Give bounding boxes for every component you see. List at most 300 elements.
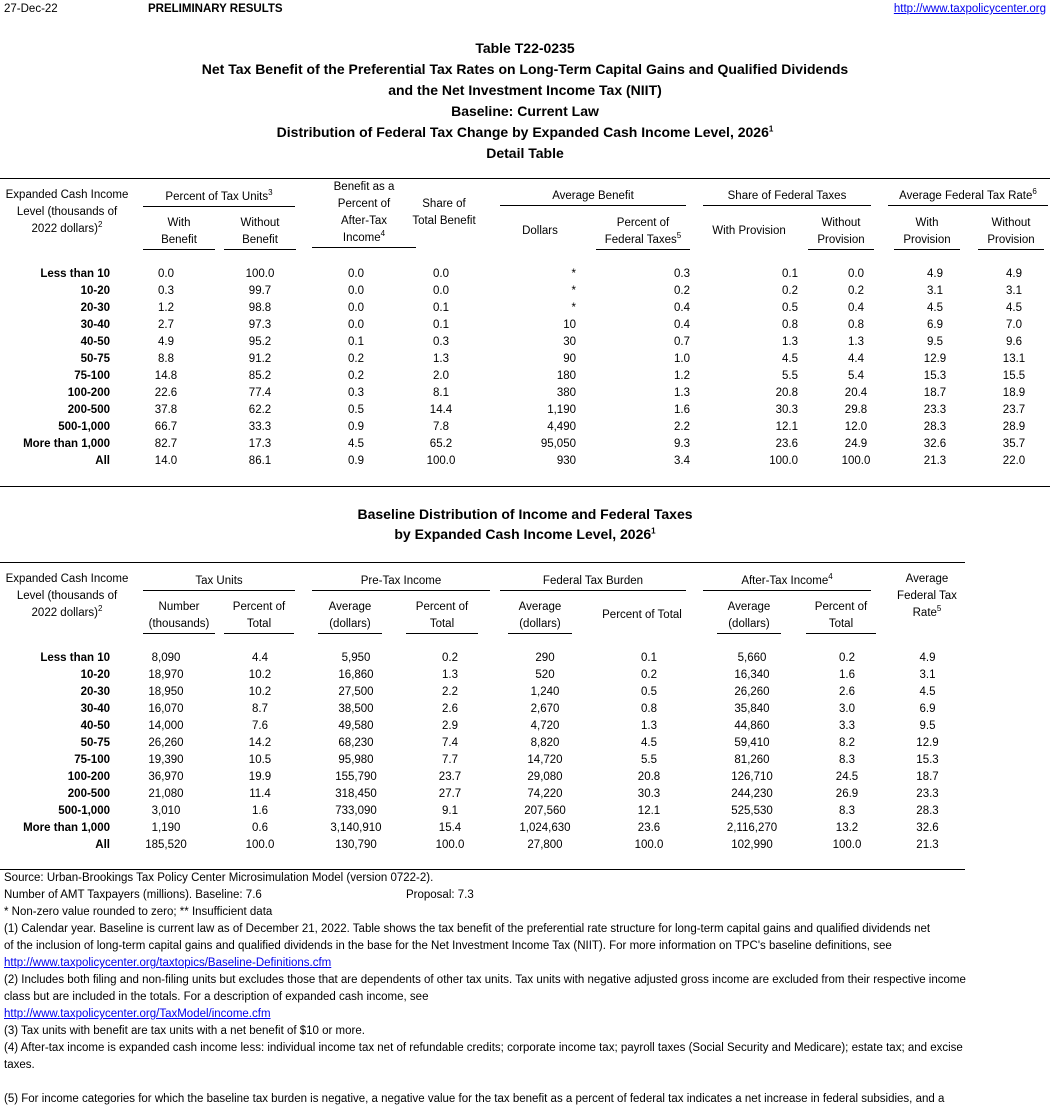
t1-with-benefit-header-line1: With [167, 217, 191, 229]
table2-cell: 7.7 [442, 754, 458, 766]
table1-row-label: 500-1,000 [58, 421, 110, 433]
table2-row-label: 100-200 [67, 771, 110, 783]
table1-row [0, 266, 1050, 283]
table2-cell: 12.1 [637, 805, 661, 817]
note-4-line1: (4) After-tax income is expanded cash income less: individual income tax net of refundable credits; corporate income tax; payroll taxes (Social Security and Medicare); estate tax; and excise [4, 1042, 963, 1054]
amt-proposal: Proposal: 7.3 [406, 889, 474, 901]
table2-row-label: 75-100 [74, 754, 110, 766]
table2-cell: 2,116,270 [726, 822, 778, 834]
table2-row-label: 10-20 [80, 669, 110, 681]
table1-row-label: More than 1,000 [23, 438, 110, 450]
table1-cell: 23.3 [923, 404, 947, 416]
t2-income-level-header-line1: Expanded Cash Income [5, 573, 129, 585]
table1-cell: 5.5 [782, 370, 798, 382]
table2-cell: 8.2 [839, 737, 855, 749]
asterisk-note: * Non-zero value rounded to zero; ** Insufficient data [4, 906, 273, 918]
table1-cell: 4.5 [782, 353, 798, 365]
table1-cell: 1.3 [848, 336, 864, 348]
table1-cell: 14.8 [154, 370, 178, 382]
table1-top-rule [0, 178, 1050, 179]
table1-cell: 99.7 [248, 285, 272, 297]
table1-cell: 0.3 [158, 285, 174, 297]
table1-cell: 32.6 [923, 438, 947, 450]
table2-cell: 2.9 [442, 720, 458, 732]
table2-row-label: 50-75 [80, 737, 110, 749]
table1-cell: 0.0 [848, 268, 864, 280]
t1-without-provision-header [808, 215, 874, 250]
table2-cell: 26,260 [148, 737, 184, 749]
t1-rate-without-header-line1: Without [991, 217, 1031, 229]
t1-avg-rate-header-text: Average Federal Tax Rate [899, 190, 1033, 202]
t1-benefit-pct-header-line4 [312, 230, 416, 247]
table1-cell: 0.5 [348, 404, 364, 416]
table2-title-line2 [0, 524, 1050, 544]
t2-avg-rate-header-line2: Federal Tax [897, 590, 957, 602]
footnote-ref-6: 6 [1032, 187, 1037, 197]
table1-cell: 37.8 [154, 404, 178, 416]
table1-cell: 100.0 [245, 268, 275, 280]
table2-cell: 1.6 [252, 805, 268, 817]
table1-cell: 0.3 [674, 268, 690, 280]
t1-income-level-header-line2: Level (thousands of [16, 206, 118, 218]
table2-cell: 7.6 [252, 720, 268, 732]
table1-cell: 0.2 [782, 285, 798, 297]
table2-cell: 18,950 [148, 686, 184, 698]
table2-row-label: 20-30 [80, 686, 110, 698]
table2-cell: 525,530 [731, 805, 773, 817]
table2-cell: 49,580 [338, 720, 374, 732]
table2-cell: 130,790 [335, 839, 377, 851]
footnote-ref-1b: 1 [651, 526, 656, 536]
table2-cell: 27,800 [527, 839, 563, 851]
table2-row [0, 735, 965, 752]
t1-pct-fed-header-line2 [596, 232, 690, 249]
table1-cell: 1.3 [674, 387, 690, 399]
table2-cell: 6.9 [919, 703, 936, 715]
table2-cell: 32.6 [916, 822, 939, 834]
table2-cell: 14,720 [527, 754, 563, 766]
table2-cell: 1,240 [530, 686, 560, 698]
table1-cell: 21.3 [923, 455, 947, 467]
table1-cell: 9.6 [1006, 336, 1022, 348]
table1-cell: 0.9 [348, 455, 364, 467]
table2-cell: 0.6 [252, 822, 268, 834]
table1-cell: 10 [563, 319, 576, 331]
table2-row-label: 40-50 [80, 720, 110, 732]
table-title-line1: Net Tax Benefit of the Preferential Tax Rates on Long-Term Capital Gains and Qualified Dividends [201, 61, 849, 77]
table1-cell: 1.2 [674, 370, 690, 382]
table2-cell: 7.4 [442, 737, 458, 749]
table1-row-label: 30-40 [80, 319, 110, 331]
t2-aftertax-avg-header [717, 599, 781, 634]
t2-pretax-pct-header-line2: Total [429, 618, 455, 630]
table1-row-label: Less than 10 [40, 268, 110, 280]
table1-row-label: 50-75 [80, 353, 110, 365]
note-1-line1: (1) Calendar year. Baseline is current law as of December 21, 2022. Table shows the tax benefit of the preferential rate structure for long-term capital gains and qualified dividends net [4, 923, 931, 935]
t2-aftertax-pct-header [806, 599, 876, 634]
table2-cell: 5,950 [341, 652, 371, 664]
table2-cell: 5.5 [641, 754, 657, 766]
table2-cell: 13.2 [835, 822, 859, 834]
t1-share-total-header-line1: Share of [422, 198, 466, 210]
table2-cell: 19.9 [248, 771, 272, 783]
table2-cell: 21.3 [916, 839, 939, 851]
t1-dollars-header: Dollars [522, 225, 558, 237]
table1-cell: 4.9 [158, 336, 174, 348]
table2-cell: 8.3 [839, 805, 855, 817]
table2-cell: 1.3 [442, 669, 458, 681]
table2-cell: 23.7 [438, 771, 462, 783]
table-subtitle [0, 122, 1050, 143]
table1-row [0, 385, 1050, 402]
t2-aftertax-pct-header-line1: Percent of [814, 601, 868, 613]
table2-row [0, 837, 965, 854]
footnote-ref-2b: 2 [98, 604, 103, 614]
table2-title-block [0, 504, 1050, 544]
table1-row-label: 10-20 [80, 285, 110, 297]
baseline-definitions-link[interactable]: http://www.taxpolicycenter.org/taxtopics/Baseline-Definitions.cfm [4, 957, 332, 969]
table1-cell: 8.8 [158, 353, 174, 365]
t2-avg-rate-header-line1: Average [905, 573, 949, 585]
table1-row [0, 436, 1050, 453]
table1-cell: 14.4 [429, 404, 453, 416]
table1-cell: 20.4 [844, 387, 868, 399]
table2-title-line1: Baseline Distribution of Income and Federal Taxes [357, 506, 693, 522]
table2-cell: 1.3 [641, 720, 657, 732]
table1-cell: 28.3 [923, 421, 947, 433]
t1-without-benefit-header [224, 215, 296, 250]
table2-cell: 2.6 [442, 703, 458, 715]
t1-pct-fed-header [596, 215, 690, 250]
t1-without-provision-header-line2: Provision [817, 234, 865, 246]
table2-cell: 24.5 [835, 771, 859, 783]
table1-cell: 86.1 [248, 455, 272, 467]
table1-cell: 1.3 [433, 353, 449, 365]
t2-income-level-header [0, 571, 134, 622]
table2-cell: 100.0 [832, 839, 862, 851]
table1-cell: 4.4 [848, 353, 864, 365]
table2-cell: 18,970 [148, 669, 184, 681]
income-definition-link[interactable]: http://www.taxpolicycenter.org/TaxModel/income.cfm [4, 1008, 271, 1020]
table-title-block [0, 38, 1050, 164]
table2-cell: 9.1 [442, 805, 458, 817]
t2-fed-burden-header: Federal Tax Burden [500, 573, 686, 591]
table2-top-rule [0, 562, 965, 563]
table1-row [0, 351, 1050, 368]
table1-cell: 0.2 [674, 285, 690, 297]
table2-cell: 14.2 [248, 737, 272, 749]
table2-cell: 8.7 [252, 703, 268, 715]
table1-cell: 0.1 [433, 302, 449, 314]
footnotes [4, 870, 1046, 1108]
table2-row-label: 200-500 [67, 788, 110, 800]
table2-row [0, 820, 965, 837]
t2-burden-avg-header [508, 599, 572, 634]
table2-cell: 59,410 [734, 737, 770, 749]
table2-cell: 21,080 [148, 788, 184, 800]
t1-pct-units-header-text: Percent of Tax Units [165, 191, 269, 203]
t1-rate-without-header [978, 215, 1044, 250]
table1-cell: 66.7 [154, 421, 178, 433]
t2-burden-avg-header-line1: Average [518, 601, 562, 613]
t1-with-provision-header: With Provision [712, 225, 786, 237]
footnote-ref-5b: 5 [936, 604, 942, 614]
table2-cell: 29,080 [527, 771, 563, 783]
table2-cell: 1.6 [839, 669, 855, 681]
t2-burden-pct-header: Percent of Total [602, 609, 682, 621]
table2-cell: 0.2 [839, 652, 855, 664]
table1-cell: 12.9 [923, 353, 947, 365]
table1-cell: 35.7 [1002, 438, 1026, 450]
table1-cell: 30.3 [775, 404, 798, 416]
table1-cell: 23.6 [775, 438, 798, 450]
table2-cell: 0.8 [641, 703, 657, 715]
table2-cell: 2.6 [839, 686, 855, 698]
table-subtitle-text: Distribution of Federal Tax Change by Expanded Cash Income Level, 2026 [276, 124, 769, 140]
table1-cell: 7.0 [1006, 319, 1022, 331]
table1-cell: 17.3 [248, 438, 272, 450]
table1-cell: 15.5 [1002, 370, 1026, 382]
report-date: 27-Dec-22 [4, 3, 58, 15]
table1-cell: 28.9 [1002, 421, 1026, 433]
table1-cell: 95.2 [248, 336, 272, 348]
table2-cell: 5,660 [737, 652, 767, 664]
table2-cell: 4.9 [919, 652, 936, 664]
t2-pct-total-header-line2: Total [246, 618, 272, 630]
table2-cell: 15.3 [916, 754, 939, 766]
table1-row-label: 200-500 [67, 404, 110, 416]
t1-pct-fed-header-line2-text: Federal Taxes [604, 234, 677, 246]
table1-cell: 22.6 [154, 387, 178, 399]
t1-rate-with-header [894, 215, 960, 250]
note-4-line2: taxes. [4, 1059, 35, 1071]
table1-cell: 98.8 [248, 302, 272, 314]
table1-cell: 4.5 [927, 302, 943, 314]
table2-cell: 185,520 [145, 839, 187, 851]
table1-cell: 22.0 [1002, 455, 1026, 467]
table1-cell: 1.0 [674, 353, 690, 365]
table2-row [0, 803, 965, 820]
table2-cell: 35,840 [734, 703, 770, 715]
table1-cell: 24.9 [844, 438, 868, 450]
table1-row-label: 75-100 [74, 370, 110, 382]
table1-cell: 30 [563, 336, 576, 348]
t2-tax-units-header: Tax Units [143, 573, 295, 591]
t1-benefit-pct-header-line4-text: Income [342, 232, 381, 244]
t2-pretax-pct-header [406, 599, 478, 634]
table2-cell: 20.8 [637, 771, 661, 783]
table2-cell: 23.3 [916, 788, 939, 800]
t1-benefit-pct-header-line2: Percent of [337, 198, 391, 210]
table2-cell: 19,390 [148, 754, 184, 766]
table1-cell: 0.8 [848, 319, 864, 331]
table1-cell: 5.4 [848, 370, 864, 382]
t2-aftertax-avg-header-line1: Average [727, 601, 771, 613]
table2-cell: 3,140,910 [330, 822, 382, 834]
table1-cell: 0.8 [782, 319, 798, 331]
table2-cell: 520 [535, 669, 555, 681]
table1-cell: 0.3 [433, 336, 449, 348]
t1-rate-with-header-line1: With [915, 217, 939, 229]
table1-cell: 100.0 [841, 455, 871, 467]
footnote-ref-3: 3 [268, 188, 273, 198]
table2-cell: 1,190 [151, 822, 181, 834]
table1-cell: * [571, 302, 576, 314]
table1-cell: 20.8 [775, 387, 798, 399]
table1-cell: 1.6 [674, 404, 690, 416]
table1-cell: 0.0 [158, 268, 174, 280]
t2-pretax-avg-header-line1: Average [328, 601, 372, 613]
table1-cell: 23.7 [1002, 404, 1026, 416]
table2-cell: 2,670 [530, 703, 560, 715]
t2-pretax-pct-header-line1: Percent of [415, 601, 469, 613]
table1-row [0, 317, 1050, 334]
t1-income-level-header-line3 [0, 221, 134, 238]
table1-row-label: 100-200 [67, 387, 110, 399]
table2-cell: 0.5 [641, 686, 657, 698]
report-status: PRELIMINARY RESULTS [148, 3, 283, 15]
table1-cell: 0.0 [348, 302, 364, 314]
table2-cell: 3.3 [839, 720, 855, 732]
table1-row [0, 334, 1050, 351]
t1-rate-with-header-line2: Provision [903, 234, 951, 246]
note-3: (3) Tax units with benefit are tax units with a net benefit of $10 or more. [4, 1025, 365, 1037]
t2-pretax-avg-header-line2: (dollars) [329, 618, 371, 630]
table1-cell: 4.5 [348, 438, 364, 450]
table2-cell: 27.7 [438, 788, 462, 800]
source-note: Source: Urban-Brookings Tax Policy Center Microsimulation Model (version 0722-2). [4, 872, 434, 884]
t1-benefit-pct-header-line1: Benefit as a [333, 181, 395, 193]
table2-cell: 12.9 [916, 737, 939, 749]
t1-pct-units-header [143, 189, 295, 207]
table1-cell: 85.2 [248, 370, 272, 382]
table1-cell: 4,490 [547, 421, 576, 433]
table-baseline: Baseline: Current Law [451, 103, 599, 119]
table2-cell: 14,000 [148, 720, 184, 732]
table1-row-label: All [95, 455, 110, 467]
table2-cell: 81,260 [734, 754, 770, 766]
table2-cell: 10.2 [248, 669, 272, 681]
table2-cell: 26.9 [835, 788, 859, 800]
table1-cell: 9.3 [674, 438, 690, 450]
table2-cell: 126,710 [731, 771, 773, 783]
table2-row [0, 701, 965, 718]
table2-cell: 38,500 [338, 703, 374, 715]
table2-row [0, 650, 965, 667]
table1-cell: 0.0 [348, 285, 364, 297]
t1-avg-rate-header [888, 188, 1048, 206]
table1-cell: 14.0 [154, 455, 178, 467]
t2-income-level-header-line3 [0, 605, 134, 622]
table1-cell: 0.2 [348, 353, 364, 365]
table2-row [0, 786, 965, 803]
table2-cell: 9.5 [919, 720, 936, 732]
table2-cell: 4.5 [641, 737, 657, 749]
footnote-ref-5: 5 [676, 231, 682, 241]
table1-cell: 4.5 [1006, 302, 1022, 314]
table2-cell: 4.5 [919, 686, 936, 698]
tpc-website-link[interactable]: http://www.taxpolicycenter.org [893, 3, 1046, 15]
table2-cell: 28.3 [916, 805, 939, 817]
table2-row-label: More than 1,000 [23, 822, 110, 834]
table1-cell: 180 [556, 370, 576, 382]
table2-cell: 318,450 [335, 788, 377, 800]
t2-aftertax-avg-header-line2: (dollars) [728, 618, 770, 630]
table2-cell: 23.6 [637, 822, 661, 834]
table2-cell: 8.3 [839, 754, 855, 766]
table1-cell: 18.7 [923, 387, 947, 399]
table2-cell: 74,220 [527, 788, 563, 800]
table2-row [0, 769, 965, 786]
table1-cell: 9.5 [927, 336, 943, 348]
table2-cell: 4.4 [252, 652, 268, 664]
table-title-line2: and the Net Investment Income Tax (NIIT) [388, 82, 662, 98]
table2-row [0, 718, 965, 735]
table1-cell: 0.1 [433, 319, 449, 331]
table1-cell: 7.8 [433, 421, 449, 433]
table1-cell: 0.0 [348, 268, 364, 280]
t1-without-benefit-header-line1: Without [240, 217, 280, 229]
t2-aftertax-pct-header-line2: Total [828, 618, 854, 630]
table2-cell: 26,260 [734, 686, 770, 698]
table1-cell: * [571, 268, 576, 280]
table1-row [0, 283, 1050, 300]
table1-cell: 97.3 [248, 319, 272, 331]
table1-cell: 2.7 [158, 319, 174, 331]
t1-income-level-header [0, 187, 134, 238]
table1-cell: 930 [556, 455, 576, 467]
table1-cell: 0.0 [433, 285, 449, 297]
t2-pretax-header: Pre-Tax Income [312, 573, 490, 591]
t1-income-level-header-line1: Expanded Cash Income [5, 189, 129, 201]
table1-cell: 65.2 [429, 438, 453, 450]
table1-cell: 82.7 [154, 438, 178, 450]
table2-cell: 36,970 [148, 771, 184, 783]
t1-pct-fed-header-line1: Percent of [616, 217, 670, 229]
table1-cell: 15.3 [923, 370, 947, 382]
table1-cell: 0.0 [348, 319, 364, 331]
table1-cell: 2.2 [674, 421, 690, 433]
table2-cell: 27,500 [338, 686, 374, 698]
t2-number-header-line2: (thousands) [148, 618, 210, 630]
t2-avg-rate-header [890, 571, 964, 622]
table2-cell: 4,720 [530, 720, 560, 732]
amt-note [4, 887, 1046, 904]
footnote-ref-4: 4 [380, 229, 386, 239]
table2-cell: 18.7 [916, 771, 939, 783]
table2-cell: 102,990 [731, 839, 773, 851]
note-2-line2: class but are included in the totals. For a description of expanded cash income, see [4, 991, 429, 1003]
t2-income-level-header-line2: Level (thousands of [16, 590, 118, 602]
table1-cell: 1.2 [158, 302, 174, 314]
t1-without-provision-header-line1: Without [821, 217, 861, 229]
t2-burden-avg-header-line2: (dollars) [519, 618, 561, 630]
t2-aftertax-header-text: After-Tax Income [741, 575, 829, 587]
table1-cell: 3.1 [927, 285, 943, 297]
table2-cell: 16,070 [148, 703, 184, 715]
table1-cell: 4.9 [927, 268, 943, 280]
table1-cell: 8.1 [433, 387, 449, 399]
table1-cell: 12.1 [775, 421, 798, 433]
table2-title-line2-text: by Expanded Cash Income Level, 2026 [394, 526, 652, 542]
table1-cell: 100.0 [769, 455, 798, 467]
table2-row-label: 30-40 [80, 703, 110, 715]
t2-pretax-avg-header [318, 599, 382, 634]
table1-cell: 0.4 [848, 302, 864, 314]
table2-cell: 44,860 [734, 720, 770, 732]
table2-cell: 8,090 [151, 652, 181, 664]
table2-cell: 0.2 [641, 669, 657, 681]
